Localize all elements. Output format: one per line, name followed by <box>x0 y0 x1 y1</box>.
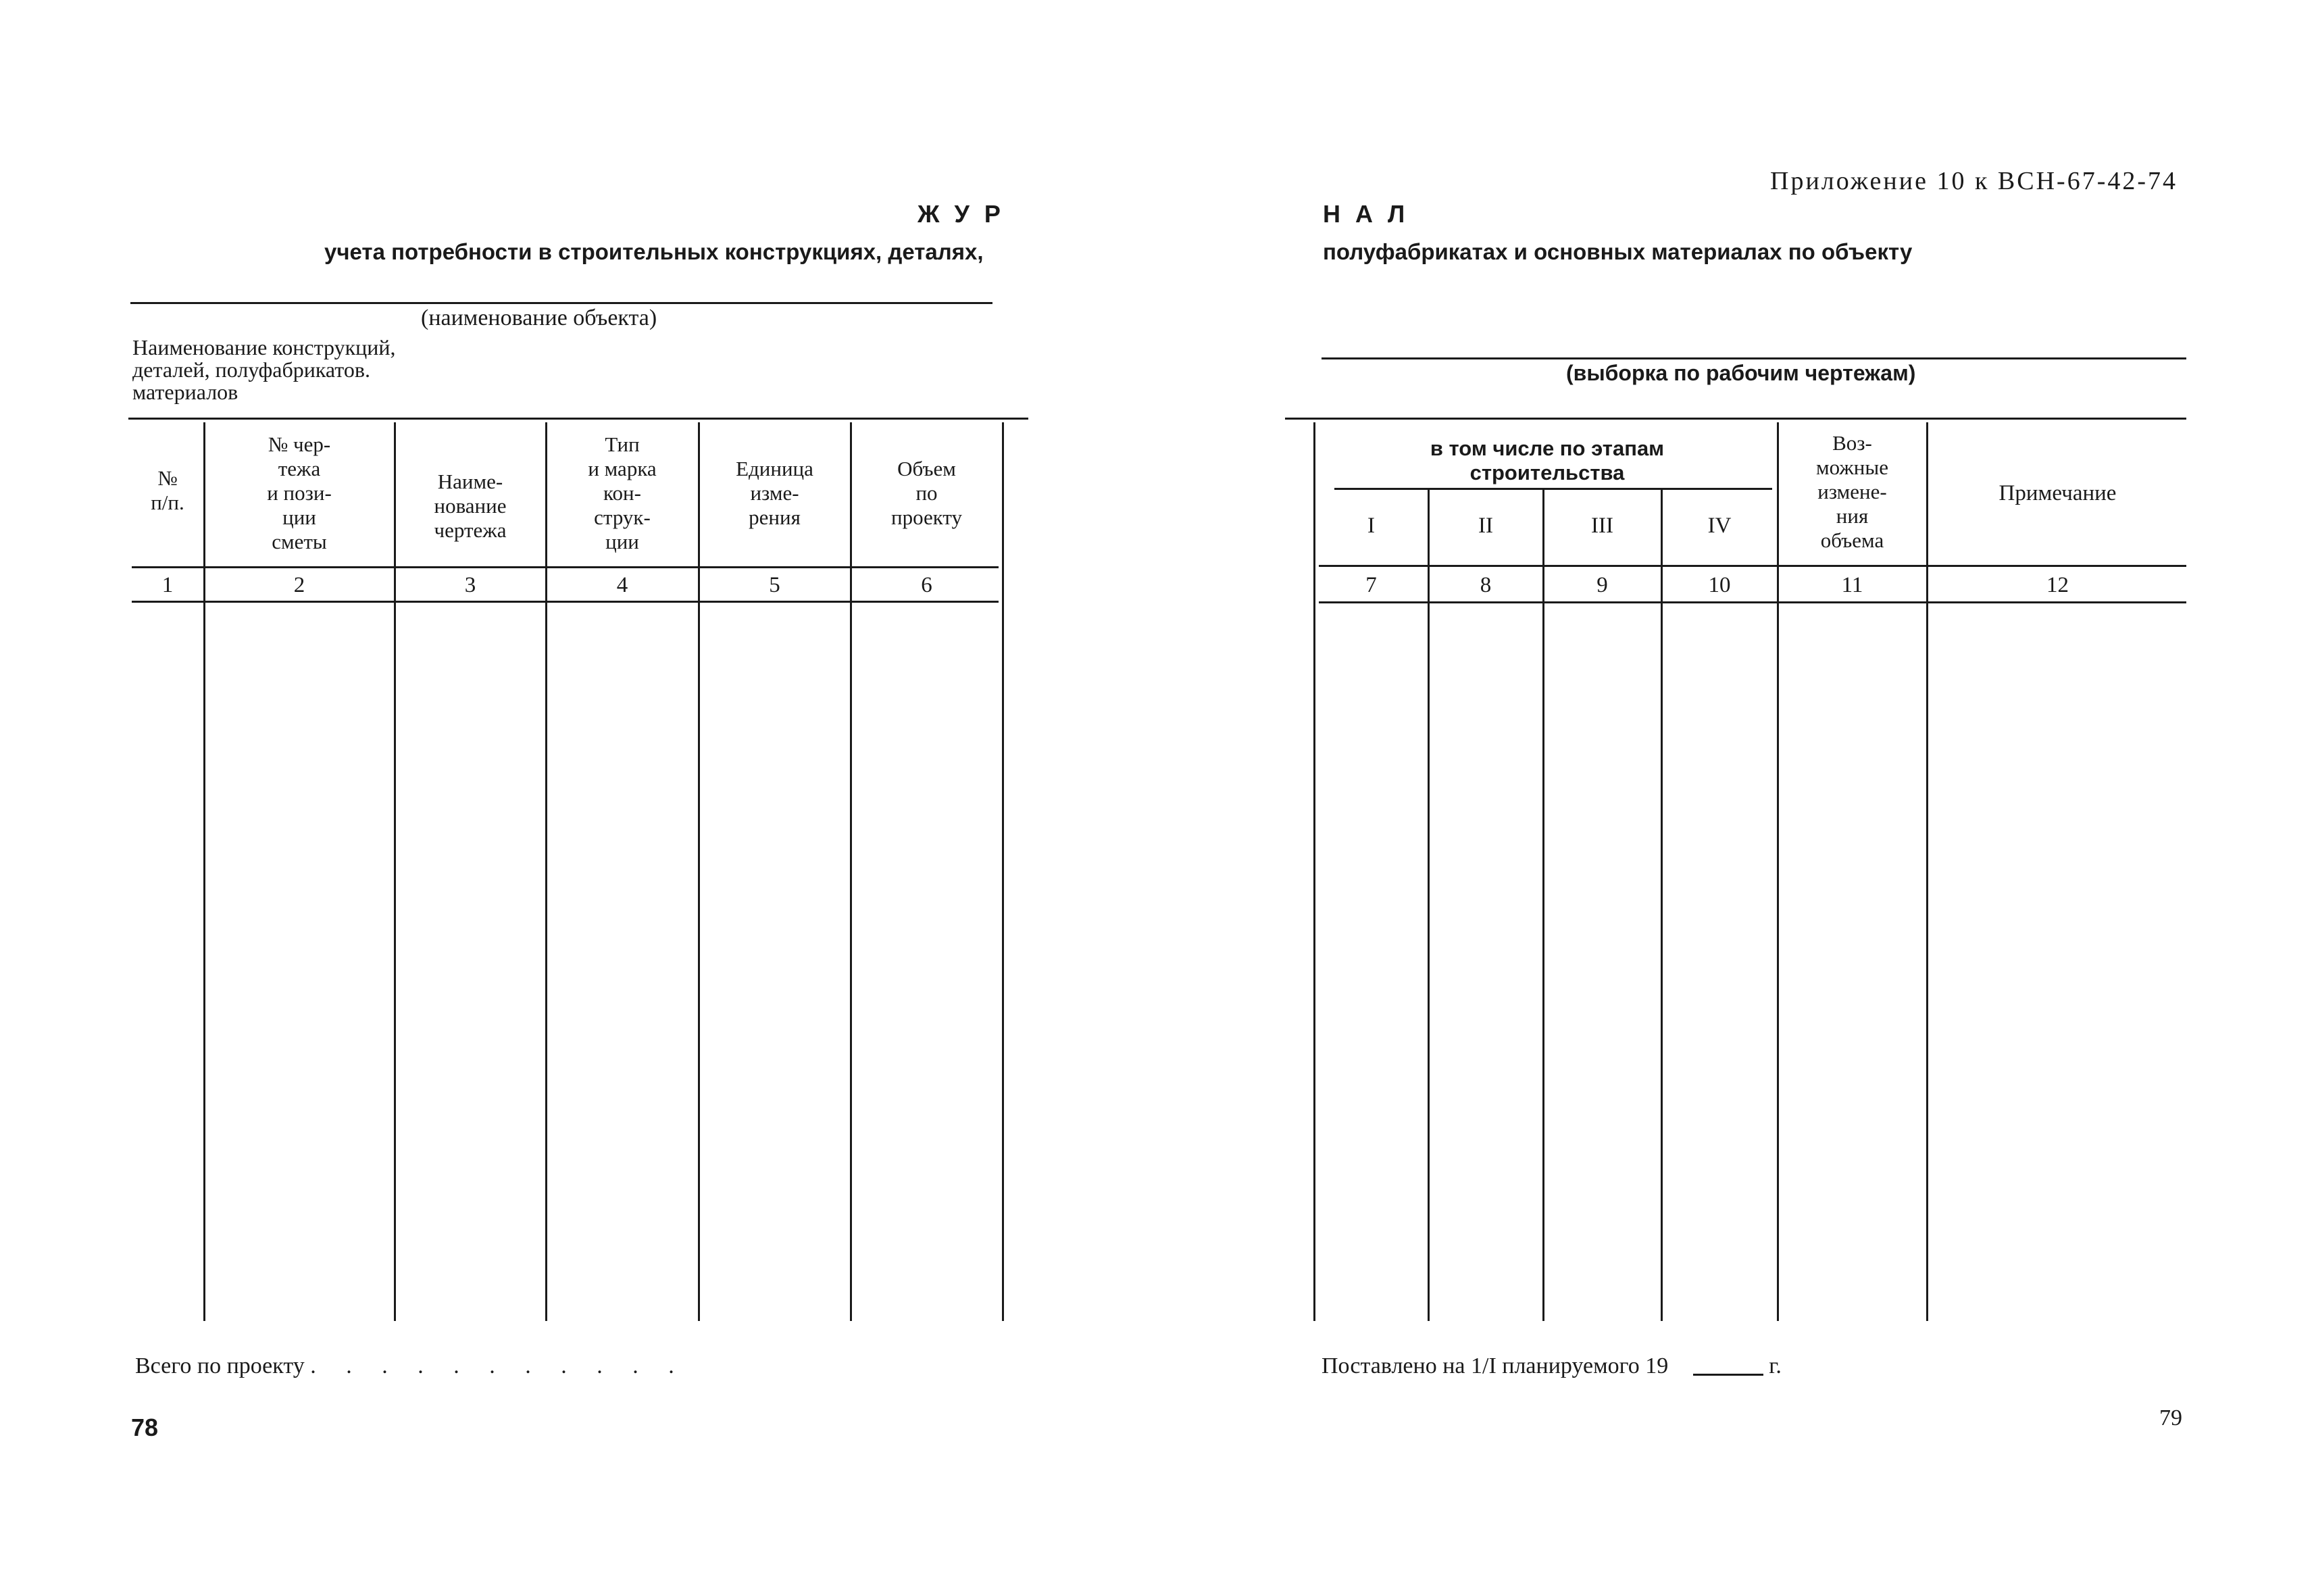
changes-header: Воз- можные измене- ния объема <box>1816 431 1888 552</box>
col-divider <box>1313 422 1315 1321</box>
col-divider <box>850 422 852 1321</box>
col-divider <box>1428 490 1430 1321</box>
year-suffix: г. <box>1769 1353 1782 1378</box>
col-divider <box>394 422 396 1321</box>
sample-line <box>1322 357 2186 359</box>
col-number: 5 <box>769 573 780 597</box>
col-number: 1 <box>161 573 174 597</box>
col-divider <box>1777 422 1779 1321</box>
col-divider <box>203 422 205 1321</box>
year-blank <box>1693 1374 1763 1376</box>
total-label: Всего по проекту <box>135 1353 305 1378</box>
col-divider <box>545 422 547 1321</box>
names-label: Наименование конструкций, деталей, полуфабрикатов. материалов <box>132 335 396 404</box>
col-number: 2 <box>293 573 305 597</box>
page-number-right: 79 <box>2159 1405 2182 1430</box>
col-header-drawing: № чер- тежа и пози- ции сметы <box>267 432 332 553</box>
col-number: 3 <box>464 573 476 597</box>
total-line <box>135 1353 686 1379</box>
object-name-line <box>130 302 992 304</box>
col-divider <box>698 422 700 1321</box>
journal-subtitle-right: полуфабрикатах и основных материалах по объекту <box>1323 239 1913 264</box>
appendix-note: Приложение 10 к ВСН-67-42-74 <box>1770 167 2178 195</box>
stage-header-4: IV <box>1707 514 1732 538</box>
col-number: 9 <box>1596 573 1608 597</box>
object-caption: (наименование объекта) <box>421 305 657 330</box>
col-header-unit: Единица изме- рения <box>736 457 813 529</box>
sample-caption: (выборка по рабочим чертежам) <box>1566 361 1916 385</box>
stage-header-3: III <box>1591 514 1613 538</box>
header-bottom-rule <box>1319 565 2186 567</box>
total-dots: . . . . . . . . . . . <box>310 1353 686 1378</box>
header-bottom-rule <box>132 566 999 568</box>
col-number: 11 <box>1841 573 1863 597</box>
col-number: 10 <box>1708 573 1731 597</box>
submitted-line <box>1322 1353 1782 1379</box>
col-header-type: Тип и марка кон- струк- ции <box>588 432 657 553</box>
note-header: Примечание <box>1998 481 2117 505</box>
numbers-bottom-rule <box>1319 601 2186 603</box>
stage-header-1: I <box>1367 514 1375 538</box>
table-top-rule <box>128 418 1028 420</box>
col-number: 6 <box>921 573 932 597</box>
journal-title-left: Ж У Р <box>917 200 1005 228</box>
table-top-rule <box>1285 418 2186 420</box>
col-number: 12 <box>2046 573 2069 597</box>
col-divider <box>1926 422 1928 1321</box>
col-number: 8 <box>1480 573 1492 597</box>
col-divider <box>1661 490 1663 1321</box>
col-header-volume: Объем по проекту <box>890 457 963 529</box>
submitted-label: Поставлено на 1/I планируемого 19 <box>1322 1353 1669 1378</box>
stages-group-rule <box>1334 488 1772 490</box>
col-divider <box>1002 422 1004 1321</box>
numbers-bottom-rule <box>132 601 999 603</box>
col-header-number: № п/п. <box>151 466 184 514</box>
page-number-left: 78 <box>131 1414 159 1441</box>
stage-header-2: II <box>1478 514 1493 538</box>
col-number: 7 <box>1365 573 1377 597</box>
journal-subtitle-left: учета потребности в строительных конструкциях, деталях, <box>324 239 984 264</box>
journal-title-right: Н А Л <box>1323 200 1409 228</box>
col-divider <box>1542 490 1544 1321</box>
col-header-drawing-name: Наиме- нование чертежа <box>434 470 507 542</box>
col-number: 4 <box>616 573 628 597</box>
stages-header: в том числе по этапам строительства <box>1430 437 1665 484</box>
